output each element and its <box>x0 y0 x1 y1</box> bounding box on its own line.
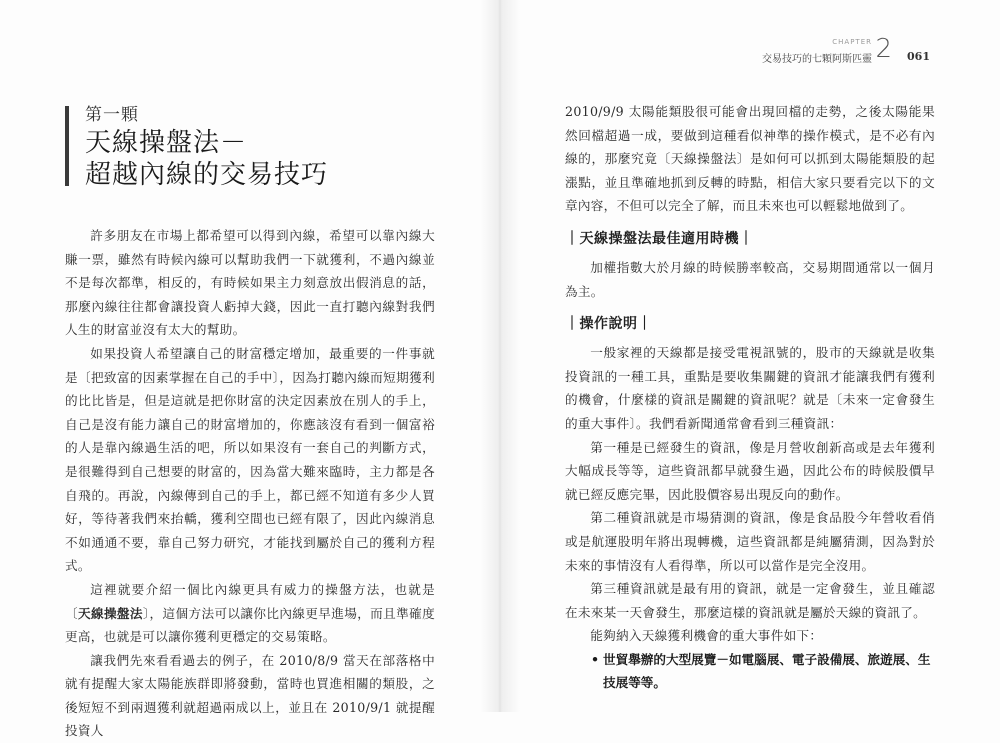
paragraph: 讓我們先來看看過去的例子，在 2010/8/9 當天在部落格中就有提醒大家太陽能族群即將發動，當時也買進相關的類股，之後短短不到兩週獲利就超過兩成以上，並且在 2010/9/1 就提醒投資人 <box>65 652 435 739</box>
paragraph-text: 這裡就要介紹一個比內線更具有威力的操盤方法，也就是〔 <box>65 581 435 621</box>
paragraph: 第三種資訊就是最有用的資訊，就是一定會發生，並且確認在未來某一天會發生，那麼這樣的資訊就是屬於天線的資訊了。 <box>565 581 935 620</box>
page-number: 061 <box>907 50 930 63</box>
section-title: ｜天線操盤法最佳適用時機｜ <box>565 230 754 247</box>
paragraph: 2010/9/9 太陽能類股很可能會出現回檔的走勢，之後太陽能果然回檔超過一成，要做到這種看似神準的操作模式，是不必有內線的，那麼究竟〔天線操盤法〕是如何可以抓到太陽能類股的起漲點，並且準確地抓到反轉的時點，相信大家只要看完以下的文章內容，不但可以完全了解，而且未來也可以輕鬆地做到了。 <box>565 104 935 214</box>
paragraph: 第二種資訊就是市場猜測的資訊，像是食品股今年營收看俏或是航運股明年將出現轉機，這些資訊都是純屬猜測，因為對於未來的事情沒有人看得準，所以可以當作是完全沒用。 <box>565 510 935 573</box>
running-header <box>670 34 930 68</box>
chapter-heading <box>65 100 445 190</box>
paragraph <box>65 578 435 649</box>
paragraph: 一般家裡的天線都是接受電視訊號的，股市的天線就是收集投資訊的一種工具，重點是要收集關鍵的資訊才能讓我們有獲利的機會，什麼樣的資訊是關鍵的資訊呢？就是〔未來一定會發生的重大事件〕。我們看新聞通常會看到三種資訊： <box>565 345 935 431</box>
left-page-body <box>65 224 435 743</box>
page-gutter <box>480 0 520 712</box>
paragraph: 許多朋友在市場上都希望可以得到內線，希望可以靠內線大賺一票，雖然有時候內線可以幫助我們一下就獲利，不過內線並不是每次都準，相反的，有時候如果主力刻意放出假消息的話，那麼內線往往都會讓投資人虧掉大錢，因此一直打聽內線對我們人生的財富並沒有太大的幫助。 <box>65 228 435 338</box>
bullet-item <box>565 648 935 695</box>
chapter-kicker: 第一顆 <box>85 105 139 125</box>
bullet-dot-icon: • <box>591 651 600 667</box>
paragraph: 如果投資人希望讓自己的財富穩定增加，最重要的一件事就是〔把致富的因素掌握在自己的手中〕，因為打聽內線而短期獲利的比比皆是，但是這就是把你財富的決定因素放在別人的手上，自己是沒有能力讓自己的財富增加的，你應該沒有看到一個富裕的人是靠內線過生活的吧，所以如果沒有一套自己的判斷方式，是很難得到自己想要的財富的，因為當大難來臨時，主力都是各自飛的。再說，內線傳到自己的手上，都已經不知道有多少人買好，等待著我們來抬轎，獲利空間也已經有限了，因此內線消息不如通通不要，靠自己努力研究，才能找到屬於自己的獲利方程式。 <box>65 345 435 574</box>
right-page-body <box>565 100 935 695</box>
chapter-number: 2 <box>875 34 892 64</box>
paragraph-text: 〕，這個方法可以讓你比內線更早進場，而且準確度更高，也就是可以讓你獲利更穩定的交易策略。 <box>65 605 435 645</box>
section-title: ｜操作說明｜ <box>565 316 652 333</box>
chapter-title-line-1: 天線操盤法－ <box>85 128 248 158</box>
chapter-title-line-2: 超越內線的交易技巧 <box>85 160 329 190</box>
chapter-word: CHAPTER <box>832 38 872 46</box>
bullet-text: 世貿舉辦的大型展覽－如電腦展、電子設備展、旅遊展、生技展等等。 <box>603 651 931 691</box>
chapter-accent-bar <box>65 106 69 186</box>
running-title: 交易技巧的七顆阿斯匹靈 <box>762 54 872 65</box>
paragraph: 能夠納入天線獲利機會的重大事件如下： <box>590 628 823 644</box>
paragraph: 第一種是已經發生的資訊，像是月營收創新高或是去年獲利大幅成長等等，這些資訊都早就發生過，因此公布的時候股價早就已經反應完畢，因此股價容易出現反向的動作。 <box>565 439 935 502</box>
bold-term: 天線操盤法 <box>77 605 143 621</box>
paragraph: 加權指數大於月線的時候勝率較高，交易期間通常以一個月為主。 <box>565 259 935 299</box>
